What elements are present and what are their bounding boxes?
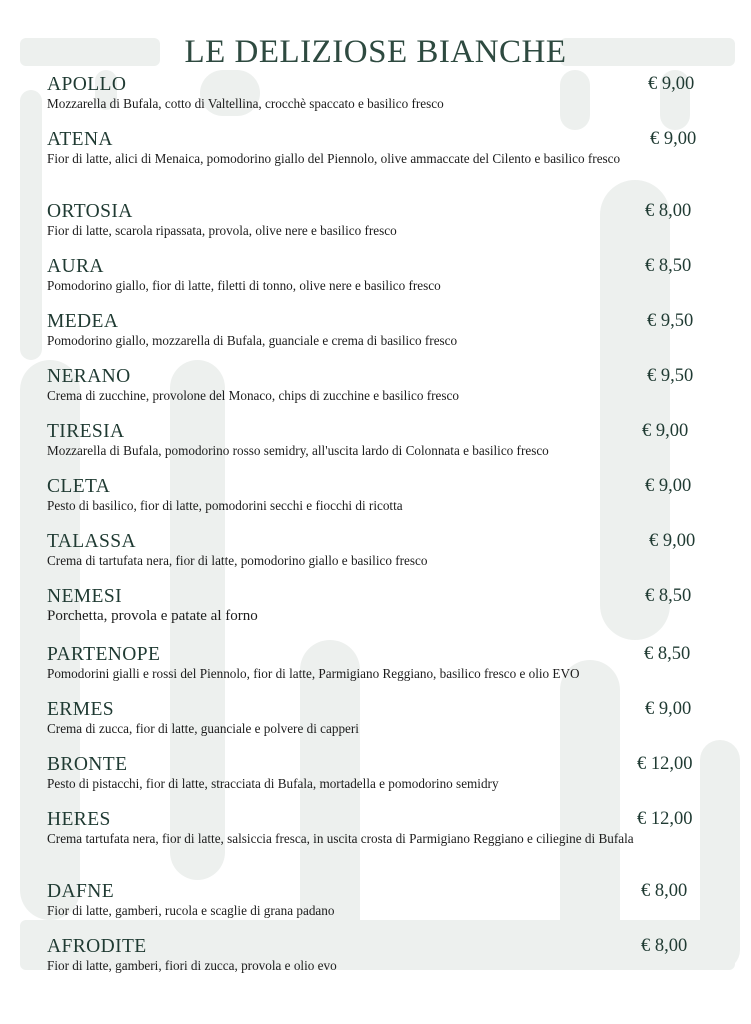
item-description: Fior di latte, gamberi, rucola e scaglie di grana padano: [47, 903, 335, 918]
item-name: ORTOSIA: [47, 201, 133, 222]
item-price: € 9,00: [649, 531, 696, 551]
item-price: € 8,00: [645, 201, 692, 221]
item-description: Pesto di basilico, fior di latte, pomodorini secchi e fiocchi di ricotta: [47, 498, 403, 513]
item-name: HERES: [47, 809, 111, 830]
item-description: Crema tartufata nera, fior di latte, salsiccia fresca, in uscita crosta di Parmigiano Reggiano e ciliegine di Bufala: [47, 831, 634, 846]
item-name: ATENA: [47, 129, 113, 150]
item-description: Porchetta, provola e patate al forno: [47, 608, 258, 624]
item-description: Crema di tartufata nera, fior di latte, pomodorino giallo e basilico fresco: [47, 553, 428, 568]
item-description: Mozzarella di Bufala, cotto di Valtellina, crocchè spaccato e basilico fresco: [47, 96, 444, 111]
item-price: € 12,00: [637, 754, 693, 774]
item-price: € 9,50: [647, 366, 694, 386]
menu-title: LE DELIZIOSE BIANCHE: [184, 34, 567, 70]
item-name: TALASSA: [47, 531, 136, 552]
item-name: CLETA: [47, 476, 111, 497]
item-name: NEMESI: [47, 586, 122, 607]
item-price: € 9,00: [642, 421, 689, 441]
item-name: NERANO: [47, 366, 131, 387]
item-price: € 8,50: [645, 256, 692, 276]
item-description: Pesto di pistacchi, fior di latte, stracciata di Bufala, mortadella e pomodorino semidry: [47, 776, 499, 791]
item-name: BRONTE: [47, 754, 128, 775]
item-name: APOLLO: [47, 74, 127, 95]
item-price: € 9,00: [645, 699, 692, 719]
item-description: Pomodorino giallo, mozzarella di Bufala, guanciale e crema di basilico fresco: [47, 333, 458, 348]
item-name: DAFNE: [47, 881, 115, 902]
item-description: Pomodorini gialli e rossi del Piennolo, fior di latte, Parmigiano Reggiano, basilico fresco e olio EVO: [47, 666, 580, 681]
item-description: Pomodorino giallo, fior di latte, filetti di tonno, olive nere e basilico fresco: [47, 278, 441, 293]
item-name: TIRESIA: [47, 421, 125, 442]
item-description: Crema di zucchine, provolone del Monaco, chips di zucchine e basilico fresco: [47, 388, 459, 403]
item-description: Mozzarella di Bufala, pomodorino rosso semidry, all'uscita lardo di Colonnata e basilico fresco: [47, 443, 549, 458]
item-description: Fior di latte, gamberi, fiori di zucca, provola e olio evo: [47, 958, 337, 973]
item-name: ERMES: [47, 699, 115, 720]
item-price: € 9,50: [647, 311, 694, 331]
item-price: € 9,00: [645, 476, 692, 496]
item-price: € 8,00: [641, 936, 688, 956]
item-name: AFRODITE: [47, 936, 147, 957]
item-price: € 8,00: [641, 881, 688, 901]
item-name: PARTENOPE: [47, 644, 161, 665]
item-price: € 8,50: [645, 586, 692, 606]
item-price: € 9,00: [648, 74, 695, 94]
item-price: € 8,50: [644, 644, 691, 664]
item-name: AURA: [47, 256, 104, 277]
item-price: € 9,00: [650, 129, 697, 149]
item-description: Fior di latte, scarola ripassata, provola, olive nere e basilico fresco: [47, 223, 397, 238]
item-description: Fior di latte, alici di Menaica, pomodorino giallo del Piennolo, olive ammaccate del Cilento e basilico fresco: [47, 151, 621, 166]
item-price: € 12,00: [637, 809, 693, 829]
item-description: Crema di zucca, fior di latte, guanciale e polvere di capperi: [47, 721, 359, 736]
item-name: MEDEA: [47, 311, 119, 332]
